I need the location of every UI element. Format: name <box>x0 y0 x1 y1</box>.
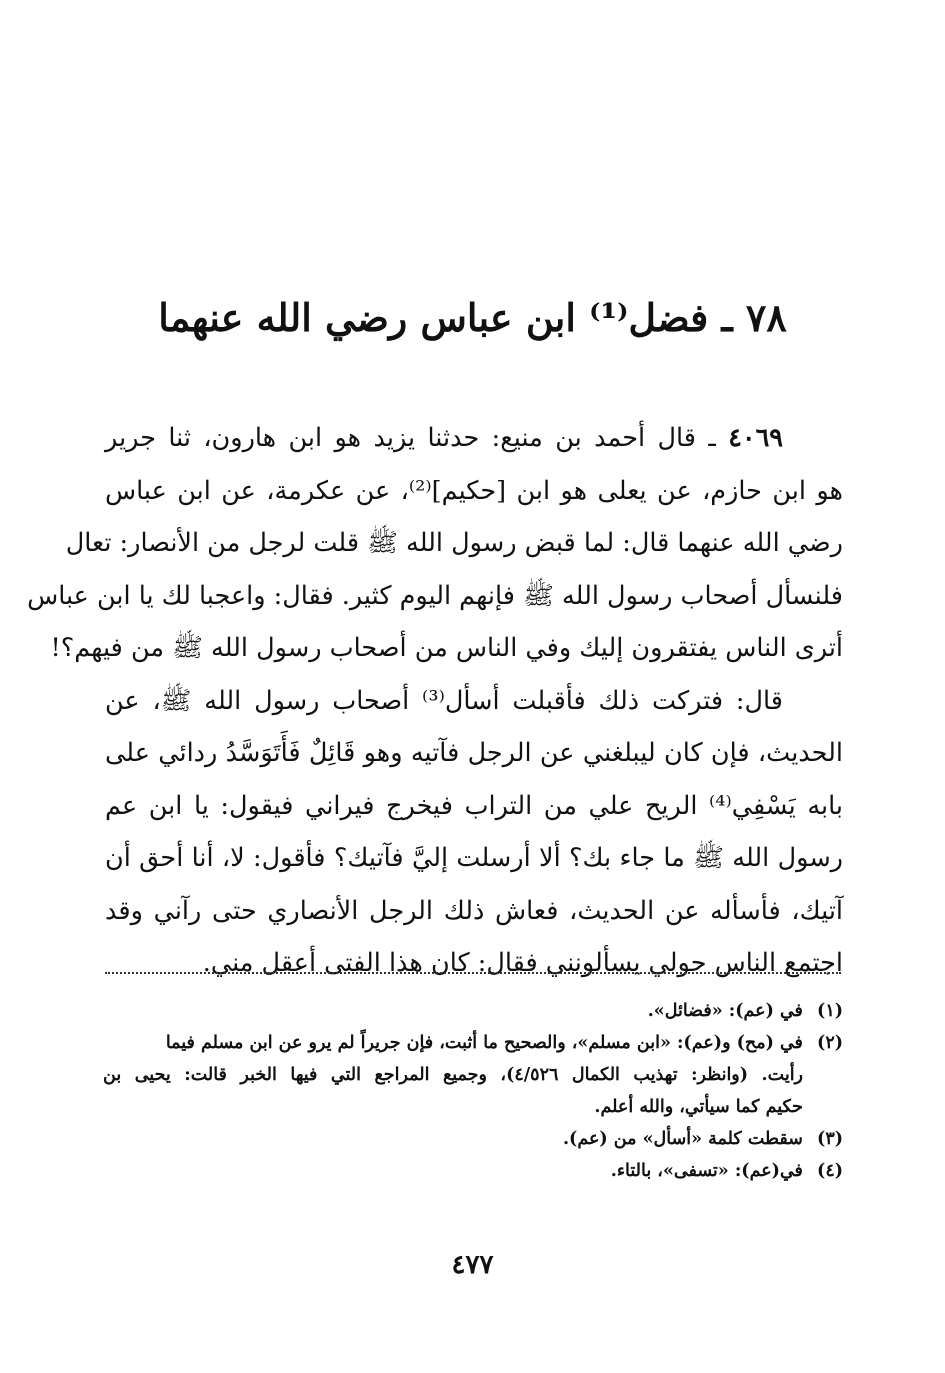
hadith-line-6: قال: فتركت ذلك فأقبلت أسأل⁽³⁾ أصحاب رسول الله ﷺ، عن <box>105 685 783 716</box>
footnote-2-cont: رأيت. (وانظر: تهذيب الكمال ٤/٥٢٦)، وجميع المراجع التي فيها الخبر قالت: يحيى بن <box>103 1065 804 1085</box>
hadith-line-11: اجتمع الناس حولي يسألونني فقال: كان هذا الفتى أعقل مني. <box>202 948 843 978</box>
hadith-number: ٤٠٦٩ <box>728 423 783 453</box>
hadith-line-1: ٤٠٦٩ ـ قال أحمد بن منيع: حدثنا يزيد هو ابن هارون، ثنا جرير <box>105 423 783 453</box>
hadith-line-4: فلنسأل أصحاب رسول الله ﷺ فإنهم اليوم كثير. فقال: واعجبا لك يا ابن عباس <box>27 580 843 611</box>
hadith-line-9: رسول الله ﷺ ما جاء بك؟ ألا أرسلت إليَّ فآتيك؟ فأقول: لا، أنا أحق أن <box>105 843 843 873</box>
footnotes <box>103 995 843 1187</box>
footnote-4: (٤) في(عم): «تسفى»، بالتاء. <box>610 1161 843 1181</box>
hadith-line-10: آتيك، فأسأله عن الحديث، فعاش ذلك الرجل الأنصاري حتى رآني وقد <box>105 895 843 926</box>
hadith-line-5: أترى الناس يفتقرون إليك وفي الناس من أصحاب رسول الله ﷺ من فيهم؟! <box>50 633 843 663</box>
footnote-3: (٣) سقطت كلمة «أسأل» من (عم). <box>562 1129 843 1149</box>
footnote-2: (٢) في (مح) و(عم): «ابن مسلم»، والصحيح ما أثبت، فإن جريراً لم يرو عن ابن مسلم فيما <box>165 1033 843 1053</box>
hadith-line-7: الحديث، فإن كان ليبلغني عن الرجل فآتيه وهو قَائِلٌ فَأَتَوَسَّدُ ردائي على <box>105 738 843 768</box>
footnote-separator <box>105 972 841 974</box>
hadith-line-8: بابه يَسْفِي⁽⁴⁾ الريح علي من التراب فيخرج فيراني فيقول: يا ابن عم <box>105 790 843 821</box>
hadith-line-2: هو ابن حازم، عن يعلى هو ابن [حكيم]⁽²⁾، عن عكرمة، عن ابن عباس <box>105 475 843 506</box>
page-number: ٤٧٧ <box>451 1250 494 1280</box>
hadith-line-3: رضي الله عنهما قال: لما قبض رسول الله ﷺ قلت لرجل من الأنصار: تعال <box>65 528 843 558</box>
footnote-2-cont: حكيم كما سيأتي، والله أعلم. <box>594 1097 803 1117</box>
hadith-text <box>27 412 843 990</box>
chapter-title: ٧٨ ـ فضل⁽¹⁾ ابن عباس رضي الله عنهما <box>158 295 787 340</box>
footnote-1: (١) في (عم): «فضائل». <box>647 1001 843 1021</box>
